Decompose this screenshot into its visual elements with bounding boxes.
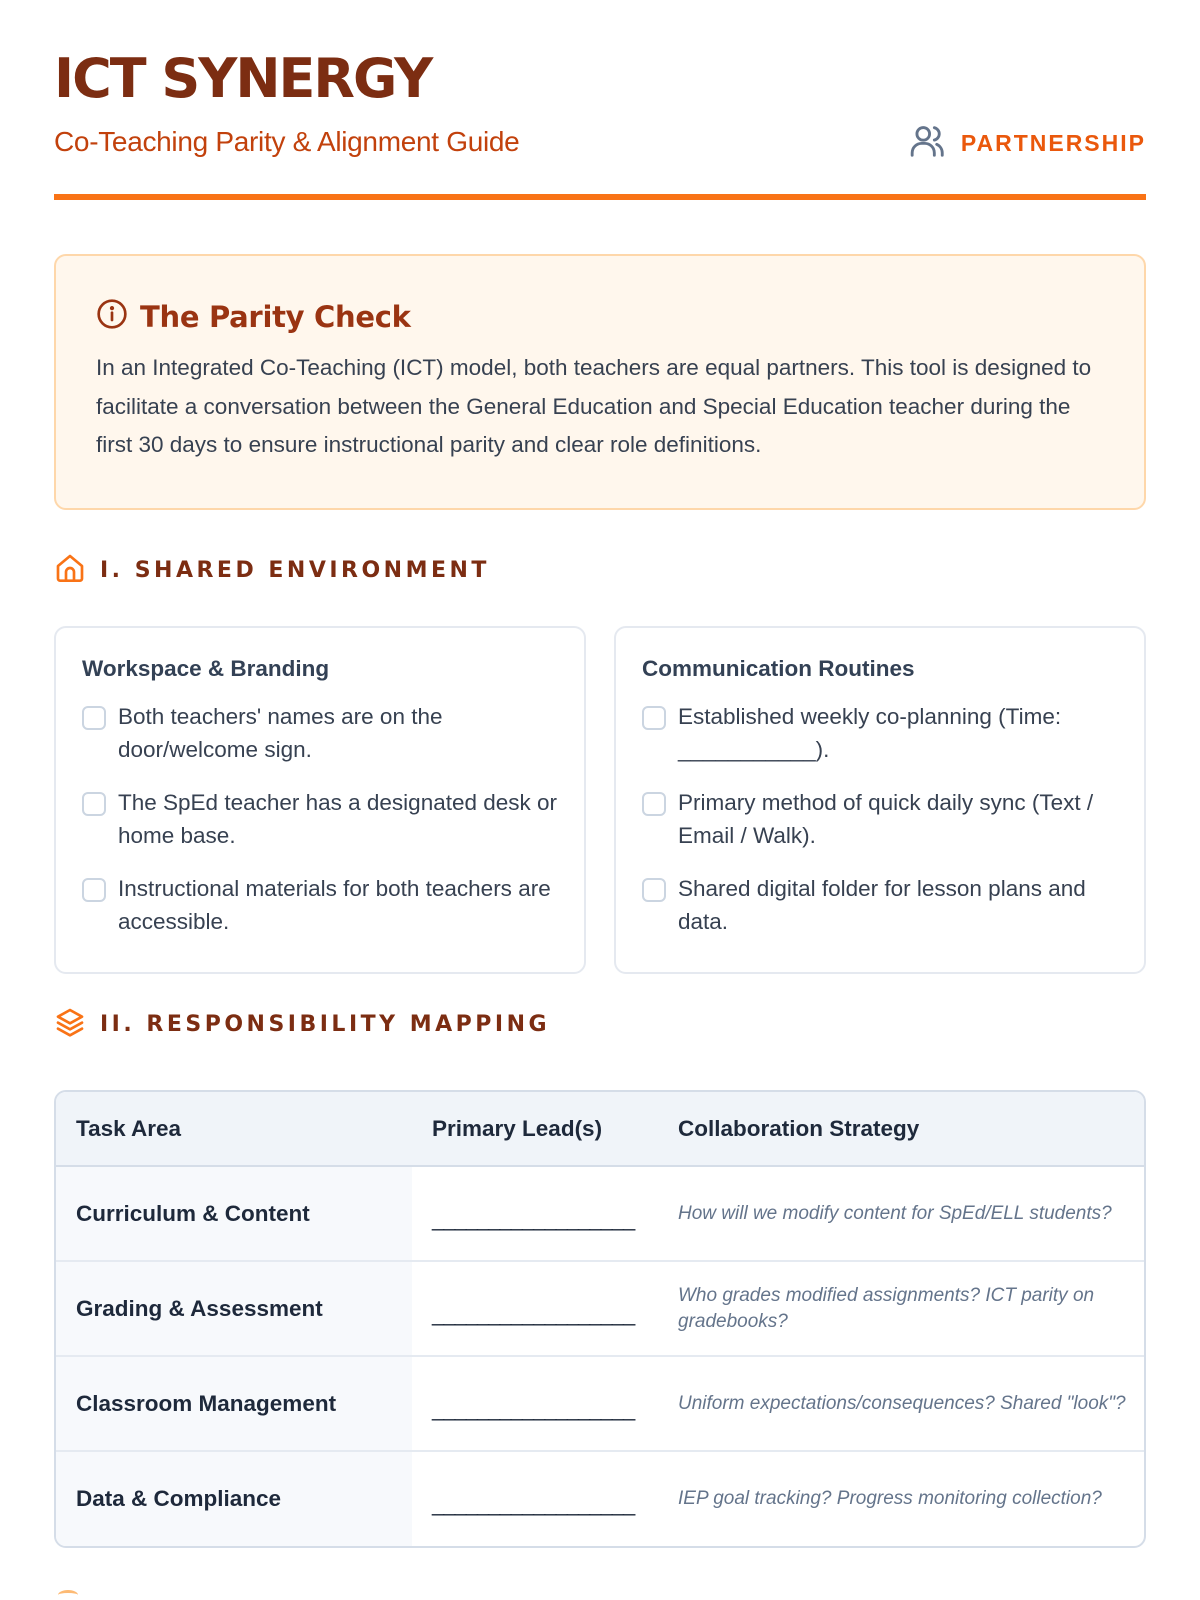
task-area-cell: Curriculum & Content (56, 1166, 412, 1261)
column-header-primary-lead: Primary Lead(s) (412, 1092, 658, 1166)
checkbox[interactable] (82, 706, 106, 730)
strategy-prompt: Uniform expectations/consequences? Shared "look"? (658, 1356, 1146, 1451)
card-workspace-branding (54, 626, 586, 974)
task-area-cell: Classroom Management (56, 1356, 412, 1451)
primary-lead-blank[interactable]: __________________ (412, 1261, 658, 1356)
next-section-icon (58, 1590, 78, 1600)
partnership-badge (909, 122, 1146, 165)
column-header-collaboration-strategy: Collaboration Strategy (658, 1092, 1146, 1166)
callout-body: In an Integrated Co-Teaching (ICT) model, both teachers are equal partners. This tool is designed to facilitate a conversation between the General Education and Special Education teacher during the first 30 days to ensure instructional parity and clear role definitions. (96, 355, 1092, 457)
section-title: II. RESPONSIBILITY MAPPING (100, 1012, 551, 1037)
callout-header (96, 298, 1104, 335)
document-page (54, 0, 1146, 1516)
page-subtitle: Co-Teaching Parity & Alignment Guide (54, 126, 520, 157)
strategy-prompt: Who grades modified assignments? ICT parity on gradebooks? (658, 1261, 1146, 1356)
checkbox[interactable] (82, 878, 106, 902)
responsibility-table (54, 1090, 1146, 1548)
checklist-item[interactable] (82, 700, 558, 766)
table-row (56, 1261, 1146, 1356)
primary-lead-blank[interactable]: __________________ (412, 1356, 658, 1451)
primary-lead-blank[interactable]: __________________ (412, 1166, 658, 1261)
checkbox[interactable] (642, 706, 666, 730)
checklist-item-label: The SpEd teacher has a designated desk or home base. (118, 790, 558, 848)
checklist-item[interactable] (82, 786, 558, 852)
strategy-prompt: IEP goal tracking? Progress monitoring collection? (678, 1488, 1102, 1509)
page-header (54, 0, 1146, 200)
card-title: Communication Routines (642, 656, 915, 681)
card-communication-routines (614, 626, 1146, 974)
table-header-row (56, 1092, 1146, 1166)
checklist-item-label: Primary method of quick daily sync (Text / Email / Walk). (678, 790, 1094, 848)
table-row (56, 1356, 1146, 1451)
checklist-item[interactable] (82, 872, 558, 938)
checklist-item[interactable] (642, 786, 1118, 852)
card-title: Workspace & Branding (82, 656, 330, 681)
primary-lead-blank[interactable]: __________________ (432, 1491, 635, 1516)
users-icon (909, 122, 947, 165)
layers-icon (54, 1006, 86, 1043)
checklist-item-label: Both teachers' names are on the door/welcome sign. (118, 704, 443, 762)
table-row (56, 1451, 1146, 1546)
table-row (56, 1166, 1146, 1261)
checkbox[interactable] (642, 878, 666, 902)
task-area-cell: Grading & Assessment (56, 1261, 412, 1356)
checklist-item[interactable] (642, 700, 1118, 766)
checklist-item-label: Shared digital folder for lesson plans and data. (678, 876, 1086, 934)
column-header-task-area: Task Area (56, 1092, 412, 1166)
header-divider (54, 194, 1146, 200)
shared-environment-cards (54, 626, 1146, 974)
checkbox[interactable] (642, 792, 666, 816)
checklist-item-label: Instructional materials for both teachers are accessible. (118, 876, 551, 934)
parity-check-callout (54, 254, 1146, 510)
checklist-item-label: Established weekly co-planning (Time: ___________). (678, 704, 1062, 762)
badge-label: PARTNERSHIP (960, 130, 1146, 156)
section-shared-environment-header (54, 552, 490, 589)
home-icon (54, 552, 86, 589)
strategy-prompt: How will we modify content for SpEd/ELL students? (658, 1166, 1146, 1261)
section-title: I. SHARED ENVIRONMENT (100, 558, 490, 583)
task-area-cell: Data & Compliance (56, 1451, 412, 1546)
checklist-item[interactable] (642, 872, 1118, 938)
callout-title: The Parity Check (140, 299, 411, 334)
page-title: ICT SYNERGY (54, 47, 432, 110)
info-icon (96, 298, 128, 335)
checkbox[interactable] (82, 792, 106, 816)
section-responsibility-mapping-header (54, 1006, 550, 1043)
